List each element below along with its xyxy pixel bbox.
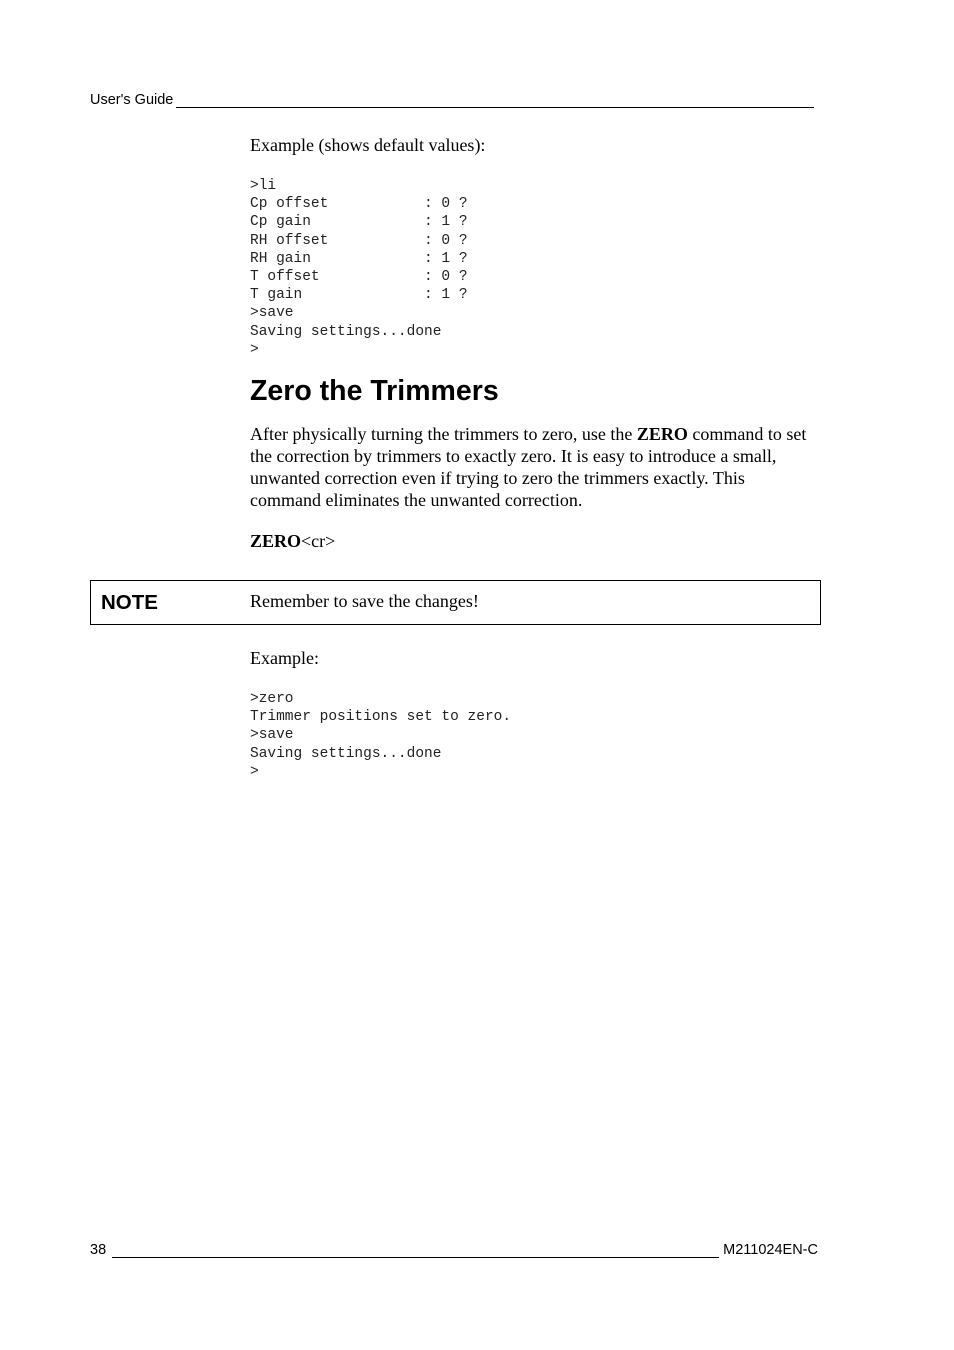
- code-line: >: [250, 763, 259, 780]
- code-line: RH offset : 0 ?: [250, 232, 468, 249]
- example2-label: Example:: [250, 648, 319, 668]
- example-section: [250, 647, 816, 781]
- code-line: >zero: [250, 691, 294, 707]
- header-title: User's Guide: [90, 92, 174, 108]
- example-label: Example (shows default values):: [250, 135, 486, 155]
- page-number: 38: [90, 1242, 107, 1258]
- main-content: [250, 134, 816, 552]
- code-line: Saving settings...done: [250, 323, 442, 340]
- code-block-li: [250, 177, 816, 359]
- doc-code: M211024EN-C: [723, 1242, 818, 1258]
- code-line: RH gain : 1 ?: [250, 250, 468, 267]
- code-line: >save: [250, 305, 294, 322]
- page-footer: [90, 1240, 818, 1258]
- code-line: T gain : 1 ?: [250, 287, 468, 304]
- section-paragraph: [250, 423, 816, 511]
- code-block-zero: [250, 690, 816, 781]
- para-text-after: command to set the correction by trimmers to exactly zero. It is easy to introduce a small, unwanted correction even if trying to zero the trimmers exactly. This command eliminates the unwanted correction.: [250, 424, 807, 511]
- note-box: [90, 580, 821, 625]
- command-syntax: [250, 530, 816, 552]
- code-line: >li: [250, 178, 277, 194]
- code-line: T offset : 0 ?: [250, 269, 468, 286]
- code-line: Cp gain : 1 ?: [250, 214, 468, 231]
- para-command: ZERO: [636, 424, 688, 445]
- syntax-suffix: <cr>: [301, 531, 336, 552]
- code-line: >save: [250, 727, 294, 744]
- code-line: Saving settings...done: [250, 745, 442, 762]
- note-text: Remember to save the changes!: [250, 591, 479, 611]
- page-header: [90, 90, 814, 108]
- header-rule: [176, 94, 814, 108]
- syntax-command: ZERO: [250, 531, 302, 552]
- code-line: Trimmer positions set to zero.: [250, 709, 512, 726]
- para-text-before: After physically turning the trimmers to zero, use the: [250, 424, 637, 445]
- footer-rule: [112, 1244, 719, 1258]
- section-title: Zero the Trimmers: [250, 375, 499, 408]
- code-line: Cp offset : 0 ?: [250, 196, 468, 213]
- code-line: >: [250, 341, 259, 358]
- note-label: NOTE: [101, 591, 158, 614]
